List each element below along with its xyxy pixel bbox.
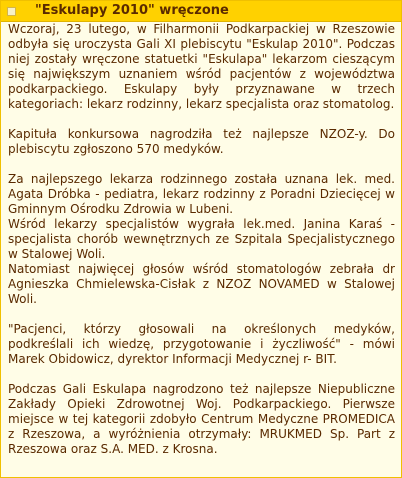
news-title: "Eskulapy 2010" wręczone <box>35 3 229 18</box>
paragraph-awards: Podczas Gali Eskulapa nagrodzono też najlepsze Niepubliczne Zakłady Opieki Zdrowotnej Woj. Podkarpackiego. Pierwsze miejsce w tej kategorii zdobyło Centrum Medyczne PROMEDICA z Rzeszowa, a wyróżnienia otrzymały: MRUKMED Sp. Part z Rzeszowa oraz S.A. MED. z Krosna. <box>8 382 395 456</box>
paragraph-nzoz: Kapituła konkursowa nagrodziła też najlepsze NZOZ-y. Do plebiscytu zgłoszono 570 medyków. <box>8 127 395 156</box>
news-body <box>8 22 395 457</box>
paragraph-quote: "Pacjenci, którzy głosowali na określonych medyków, podkreślali ich wiedzę, przygotowanie i życzliwość" - mówi Marek Obidowicz, dyrektor Informacji Medycznej r- BIT. <box>8 322 395 366</box>
header-bullet-icon <box>7 7 16 16</box>
paragraph-gala: Wczoraj, 23 lutego, w Filharmonii Podkarpackiej w Rzeszowie odbyła się uroczysta Gali XI plebiscytu "Eskulap 2010". Podczas niej zostały wręczone statuetki "Eskulapa" lekarzom cieszącym się największym uznaniem wśród pacjentów z województwa podkarpackiego. Eskulapy były przyznawane w trzech kategoriach: lekarz rodzinny, lekarz specjalista oraz stomatolog. <box>8 22 395 111</box>
paragraph-winners: Za najlepszego lekarza rodzinnego została uznana lek. med. Agata Dróbka - pediatra, lekarz rodzinny z Poradni Dziecięcej w Gminnym Ośrodku Zdrowia w Lubeni. Wśród lekarzy specjalistów wygrała lek.med. Janina Karaś - specjalista chorób wewnętrznych ze Szpitala Specjalistycznego w Stalowej Woli. Natomiast najwięcej głosów wśród stomatologów zebrała dr Agnieszka Chmielewska-Cisłak z NZOZ NOVAMED w Stalowej Woli. <box>8 172 395 306</box>
news-header <box>1 1 401 22</box>
